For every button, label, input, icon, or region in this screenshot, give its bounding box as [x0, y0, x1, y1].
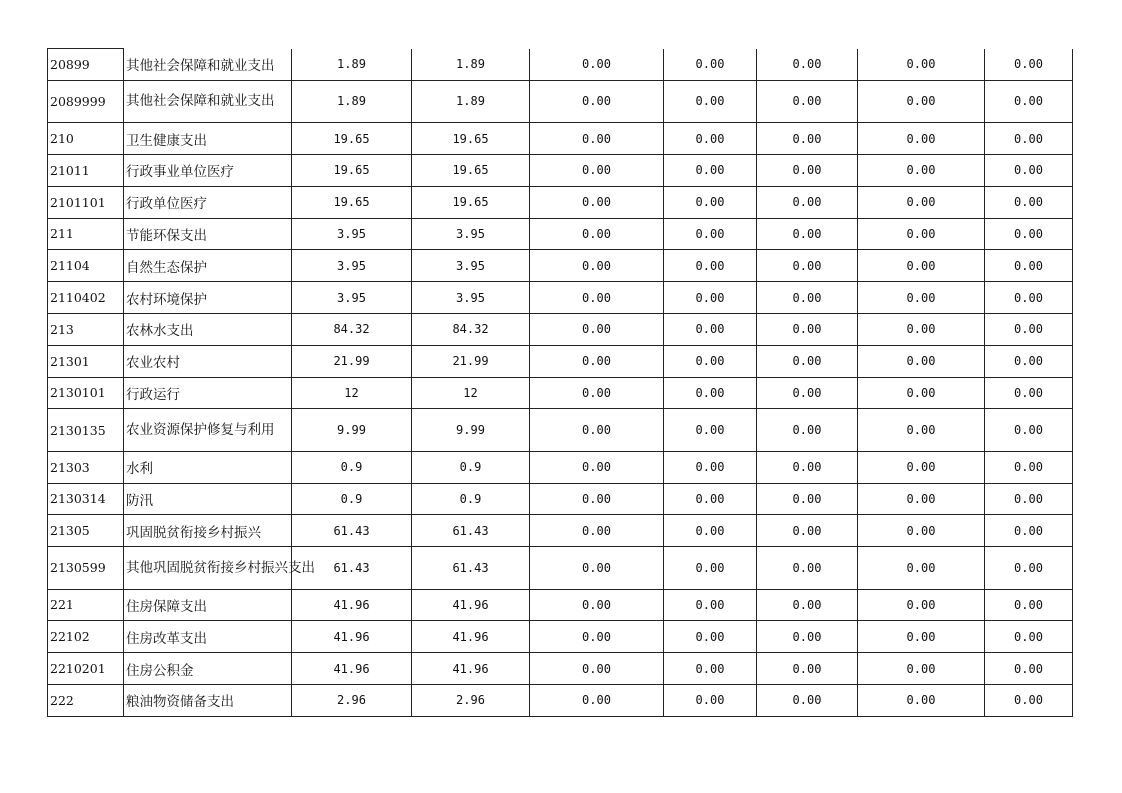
amount-cell: 0.00 [530, 154, 664, 186]
subject-code-cell: 222 [48, 684, 124, 716]
subject-name-cell: 其他巩固脱贫衔接乡村振兴支出 [124, 547, 292, 589]
amount-cell: 0.00 [664, 250, 757, 282]
amount-cell: 0.00 [664, 186, 757, 218]
amount-cell: 41.96 [292, 589, 412, 621]
amount-cell: 0.00 [858, 80, 985, 122]
subject-code-cell: 21011 [48, 154, 124, 186]
amount-cell: 1.89 [412, 49, 530, 81]
subject-name-cell: 住房公积金 [124, 653, 292, 685]
amount-cell: 19.65 [412, 186, 530, 218]
amount-cell: 0.00 [530, 123, 664, 155]
table-row [48, 218, 1073, 250]
table-row [48, 483, 1073, 515]
amount-cell: 0.00 [664, 80, 757, 122]
amount-cell: 0.00 [858, 186, 985, 218]
amount-cell: 0.00 [757, 589, 858, 621]
amount-cell: 3.95 [412, 218, 530, 250]
amount-cell: 0.00 [664, 218, 757, 250]
amount-cell: 61.43 [292, 547, 412, 589]
amount-cell: 0.00 [664, 684, 757, 716]
amount-cell: 0.00 [530, 345, 664, 377]
subject-code-cell: 22102 [48, 621, 124, 653]
subject-name-cell: 节能环保支出 [124, 218, 292, 250]
amount-cell: 21.99 [292, 345, 412, 377]
amount-cell: 0.00 [664, 589, 757, 621]
amount-cell: 0.00 [757, 515, 858, 547]
amount-cell: 41.96 [412, 653, 530, 685]
amount-cell: 0.00 [985, 345, 1073, 377]
table-row [48, 451, 1073, 483]
amount-cell: 0.00 [985, 515, 1073, 547]
amount-cell: 0.00 [757, 282, 858, 314]
amount-cell: 3.95 [292, 250, 412, 282]
amount-cell: 0.00 [530, 250, 664, 282]
amount-cell: 0.00 [664, 515, 757, 547]
amount-cell: 0.00 [985, 218, 1073, 250]
amount-cell: 0.00 [664, 123, 757, 155]
amount-cell: 0.00 [858, 653, 985, 685]
amount-cell: 41.96 [292, 621, 412, 653]
subject-name-cell: 农村环境保护 [124, 282, 292, 314]
subject-code-cell: 21303 [48, 451, 124, 483]
amount-cell: 0.00 [757, 409, 858, 451]
amount-cell: 0.00 [530, 377, 664, 409]
table-row [48, 80, 1073, 122]
amount-cell: 0.00 [664, 282, 757, 314]
subject-name-cell: 住房改革支出 [124, 621, 292, 653]
amount-cell: 19.65 [292, 123, 412, 155]
amount-cell: 84.32 [292, 313, 412, 345]
amount-cell: 0.00 [985, 377, 1073, 409]
amount-cell: 0.00 [858, 250, 985, 282]
amount-cell: 12 [292, 377, 412, 409]
amount-cell: 0.00 [530, 547, 664, 589]
amount-cell: 0.00 [664, 154, 757, 186]
amount-cell: 0.00 [858, 218, 985, 250]
amount-cell: 0.00 [985, 250, 1073, 282]
amount-cell: 0.00 [530, 451, 664, 483]
amount-cell: 0.00 [985, 409, 1073, 451]
amount-cell: 0.9 [412, 483, 530, 515]
amount-cell: 0.00 [664, 409, 757, 451]
amount-cell: 0.00 [858, 547, 985, 589]
amount-cell: 3.95 [292, 282, 412, 314]
table-row [48, 684, 1073, 716]
subject-name-cell: 其他社会保障和就业支出 [124, 49, 292, 81]
amount-cell: 0.00 [530, 313, 664, 345]
amount-cell: 0.00 [858, 684, 985, 716]
amount-cell: 0.00 [985, 282, 1073, 314]
table-row [48, 621, 1073, 653]
subject-code-cell: 2130101 [48, 377, 124, 409]
amount-cell: 0.00 [858, 409, 985, 451]
amount-cell: 12 [412, 377, 530, 409]
amount-cell: 41.96 [412, 589, 530, 621]
table-row [48, 409, 1073, 451]
subject-name-cell: 行政事业单位医疗 [124, 154, 292, 186]
amount-cell: 0.00 [530, 218, 664, 250]
subject-name-cell: 农业农村 [124, 345, 292, 377]
amount-cell: 0.00 [985, 313, 1073, 345]
amount-cell: 0.00 [757, 451, 858, 483]
amount-cell: 61.43 [412, 515, 530, 547]
amount-cell: 0.00 [858, 589, 985, 621]
amount-cell: 0.00 [985, 451, 1073, 483]
amount-cell: 0.00 [664, 547, 757, 589]
table-row [48, 653, 1073, 685]
amount-cell: 1.89 [292, 80, 412, 122]
amount-cell: 61.43 [292, 515, 412, 547]
amount-cell: 19.65 [412, 123, 530, 155]
amount-cell: 0.9 [292, 451, 412, 483]
amount-cell: 0.00 [530, 80, 664, 122]
amount-cell: 0.00 [664, 377, 757, 409]
amount-cell: 2.96 [412, 684, 530, 716]
table-row [48, 123, 1073, 155]
amount-cell: 0.00 [985, 80, 1073, 122]
amount-cell: 0.00 [664, 653, 757, 685]
amount-cell: 0.00 [858, 154, 985, 186]
amount-cell: 61.43 [412, 547, 530, 589]
amount-cell: 0.00 [858, 377, 985, 409]
amount-cell: 0.00 [757, 653, 858, 685]
amount-cell: 0.00 [530, 621, 664, 653]
subject-code-cell: 21104 [48, 250, 124, 282]
subject-code-cell: 21305 [48, 515, 124, 547]
table-row [48, 186, 1073, 218]
subject-code-cell: 2130314 [48, 483, 124, 515]
amount-cell: 3.95 [412, 282, 530, 314]
amount-cell: 0.00 [858, 515, 985, 547]
amount-cell: 0.00 [985, 154, 1073, 186]
amount-cell: 0.00 [985, 186, 1073, 218]
amount-cell: 0.00 [757, 186, 858, 218]
subject-name-cell: 农林水支出 [124, 313, 292, 345]
amount-cell: 0.00 [858, 621, 985, 653]
subject-code-cell: 2101101 [48, 186, 124, 218]
amount-cell: 1.89 [412, 80, 530, 122]
amount-cell: 0.00 [757, 218, 858, 250]
subject-code-cell: 20899 [48, 49, 124, 81]
amount-cell: 0.00 [757, 684, 858, 716]
budget-expenditure-table [47, 48, 1073, 717]
subject-name-cell: 农业资源保护修复与利用 [124, 409, 292, 451]
amount-cell: 0.00 [985, 483, 1073, 515]
amount-cell: 0.00 [664, 49, 757, 81]
table-row [48, 377, 1073, 409]
subject-name-cell: 行政运行 [124, 377, 292, 409]
amount-cell: 0.00 [757, 547, 858, 589]
subject-name-cell: 巩固脱贫衔接乡村振兴 [124, 515, 292, 547]
amount-cell: 0.00 [858, 123, 985, 155]
amount-cell: 0.00 [985, 684, 1073, 716]
subject-name-cell: 卫生健康支出 [124, 123, 292, 155]
amount-cell: 2.96 [292, 684, 412, 716]
amount-cell: 0.00 [985, 547, 1073, 589]
subject-name-cell: 住房保障支出 [124, 589, 292, 621]
amount-cell: 0.00 [664, 345, 757, 377]
amount-cell: 0.00 [985, 621, 1073, 653]
amount-cell: 0.00 [664, 483, 757, 515]
amount-cell: 0.00 [664, 621, 757, 653]
amount-cell: 3.95 [412, 250, 530, 282]
amount-cell: 41.96 [292, 653, 412, 685]
amount-cell: 9.99 [412, 409, 530, 451]
subject-name-cell: 粮油物资储备支出 [124, 684, 292, 716]
amount-cell: 0.00 [530, 282, 664, 314]
subject-code-cell: 21301 [48, 345, 124, 377]
amount-cell: 0.00 [530, 684, 664, 716]
amount-cell: 0.00 [530, 409, 664, 451]
subject-code-cell: 210 [48, 123, 124, 155]
amount-cell: 0.00 [757, 483, 858, 515]
subject-name-cell: 自然生态保护 [124, 250, 292, 282]
table-row [48, 49, 1073, 81]
amount-cell: 0.00 [858, 345, 985, 377]
subject-code-cell: 211 [48, 218, 124, 250]
amount-cell: 0.00 [858, 451, 985, 483]
table-row [48, 313, 1073, 345]
amount-cell: 0.00 [530, 653, 664, 685]
amount-cell: 0.00 [757, 123, 858, 155]
subject-name-cell: 防汛 [124, 483, 292, 515]
subject-name-cell: 行政单位医疗 [124, 186, 292, 218]
amount-cell: 0.00 [757, 49, 858, 81]
amount-cell: 0.00 [757, 313, 858, 345]
subject-code-cell: 2210201 [48, 653, 124, 685]
amount-cell: 0.00 [757, 154, 858, 186]
amount-cell: 0.00 [530, 483, 664, 515]
table-row [48, 250, 1073, 282]
table-row [48, 282, 1073, 314]
subject-code-cell: 2130599 [48, 547, 124, 589]
amount-cell: 9.99 [292, 409, 412, 451]
amount-cell: 0.00 [858, 313, 985, 345]
table-row [48, 589, 1073, 621]
amount-cell: 19.65 [292, 186, 412, 218]
amount-cell: 3.95 [292, 218, 412, 250]
amount-cell: 0.00 [530, 49, 664, 81]
amount-cell: 0.00 [757, 250, 858, 282]
amount-cell: 21.99 [412, 345, 530, 377]
amount-cell: 0.00 [985, 589, 1073, 621]
table-row [48, 515, 1073, 547]
amount-cell: 0.00 [757, 377, 858, 409]
table-body [48, 49, 1073, 717]
amount-cell: 1.89 [292, 49, 412, 81]
amount-cell: 0.00 [530, 589, 664, 621]
amount-cell: 0.00 [985, 49, 1073, 81]
amount-cell: 41.96 [412, 621, 530, 653]
subject-code-cell: 2089999 [48, 80, 124, 122]
subject-code-cell: 2110402 [48, 282, 124, 314]
subject-name-cell: 水利 [124, 451, 292, 483]
amount-cell: 0.00 [985, 653, 1073, 685]
table-row [48, 345, 1073, 377]
amount-cell: 0.00 [757, 345, 858, 377]
amount-cell: 0.9 [412, 451, 530, 483]
amount-cell: 0.9 [292, 483, 412, 515]
amount-cell: 0.00 [664, 451, 757, 483]
amount-cell: 0.00 [858, 49, 985, 81]
amount-cell: 0.00 [757, 80, 858, 122]
amount-cell: 0.00 [530, 186, 664, 218]
amount-cell: 19.65 [412, 154, 530, 186]
amount-cell: 0.00 [530, 515, 664, 547]
subject-code-cell: 213 [48, 313, 124, 345]
table-row [48, 154, 1073, 186]
subject-name-cell: 其他社会保障和就业支出 [124, 80, 292, 122]
amount-cell: 19.65 [292, 154, 412, 186]
amount-cell: 0.00 [858, 282, 985, 314]
amount-cell: 0.00 [858, 483, 985, 515]
amount-cell: 0.00 [985, 123, 1073, 155]
amount-cell: 84.32 [412, 313, 530, 345]
amount-cell: 0.00 [664, 313, 757, 345]
table-row [48, 547, 1073, 589]
subject-code-cell: 221 [48, 589, 124, 621]
amount-cell: 0.00 [757, 621, 858, 653]
subject-code-cell: 2130135 [48, 409, 124, 451]
